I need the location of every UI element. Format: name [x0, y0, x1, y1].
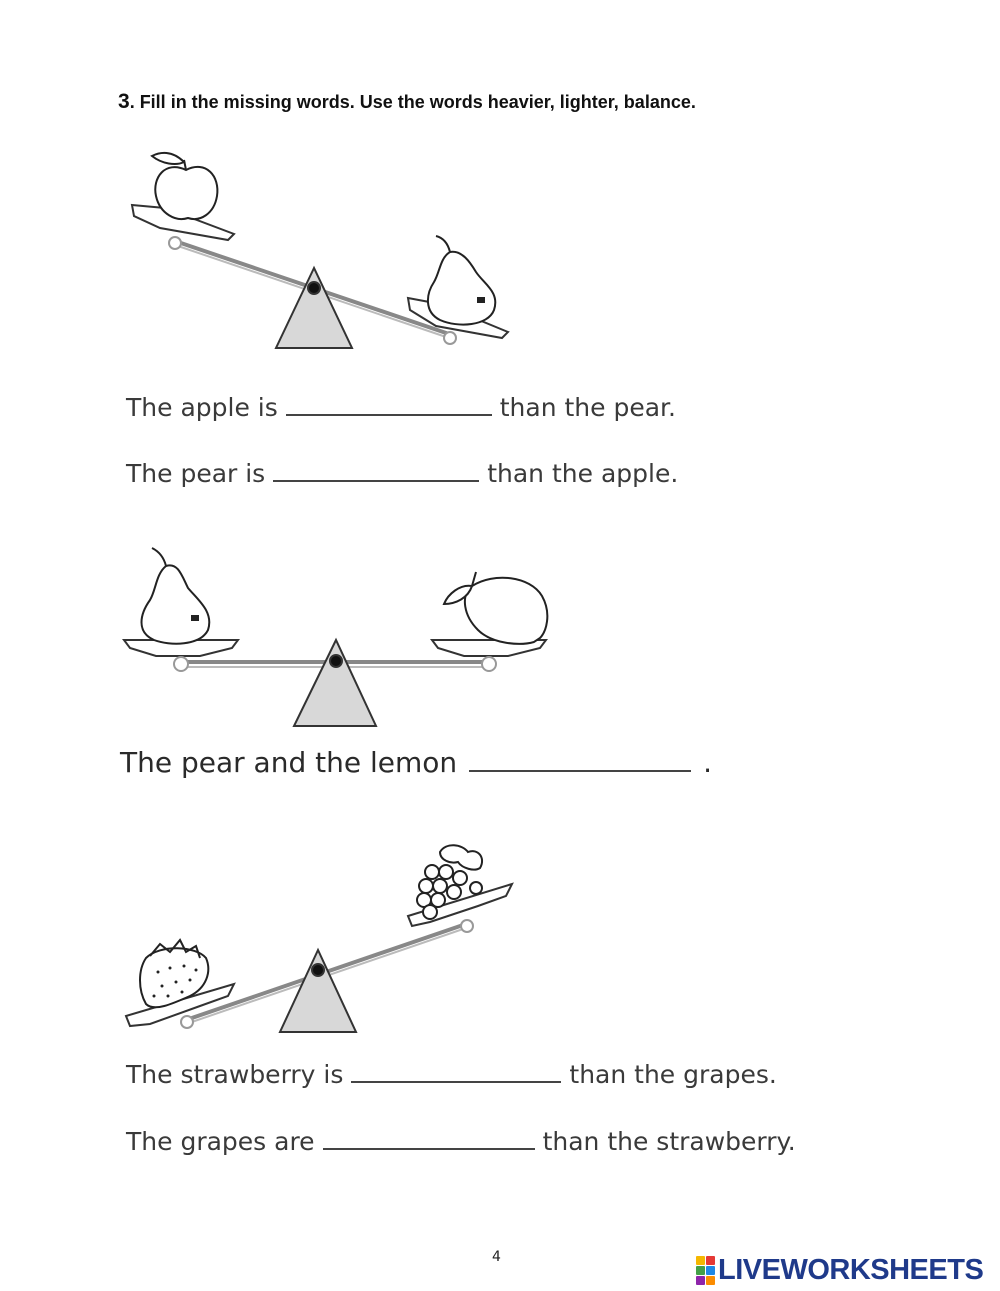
- sentence-text-after: than the strawberry.: [542, 1127, 796, 1156]
- sentence-text-before: The pear and the lemon: [120, 746, 458, 779]
- answer-blank-4[interactable]: [351, 1055, 561, 1083]
- instruction-text: . Fill in the missing words. Use the words heavier, lighter, balance.: [129, 92, 696, 112]
- sentence-strawberry-grapes: [126, 1055, 777, 1089]
- seesaw-strawberry-grapes: [0, 0, 560, 1040]
- sentence-text-after: .: [703, 746, 713, 779]
- sentence-text-after: than the apple.: [487, 459, 679, 488]
- sentence-text-before: The pear is: [126, 459, 266, 488]
- answer-blank-5[interactable]: [323, 1122, 535, 1150]
- liveworksheets-logo[interactable]: [696, 1254, 983, 1287]
- sentence-text-before: The apple is: [126, 393, 278, 422]
- brand-name: LIVEWORKSHEETS: [718, 1254, 984, 1286]
- sentence-text-after: than the grapes.: [569, 1060, 777, 1089]
- page-number: 4: [492, 1249, 501, 1265]
- sentence-grapes-strawberry: [126, 1122, 796, 1156]
- sentence-text-after: than the pear.: [499, 393, 676, 422]
- brand-logo-icon: [696, 1256, 715, 1285]
- sentence-text-before: The strawberry is: [126, 1060, 344, 1089]
- question-number: 3: [118, 90, 130, 113]
- sentence-text-before: The grapes are: [126, 1127, 315, 1156]
